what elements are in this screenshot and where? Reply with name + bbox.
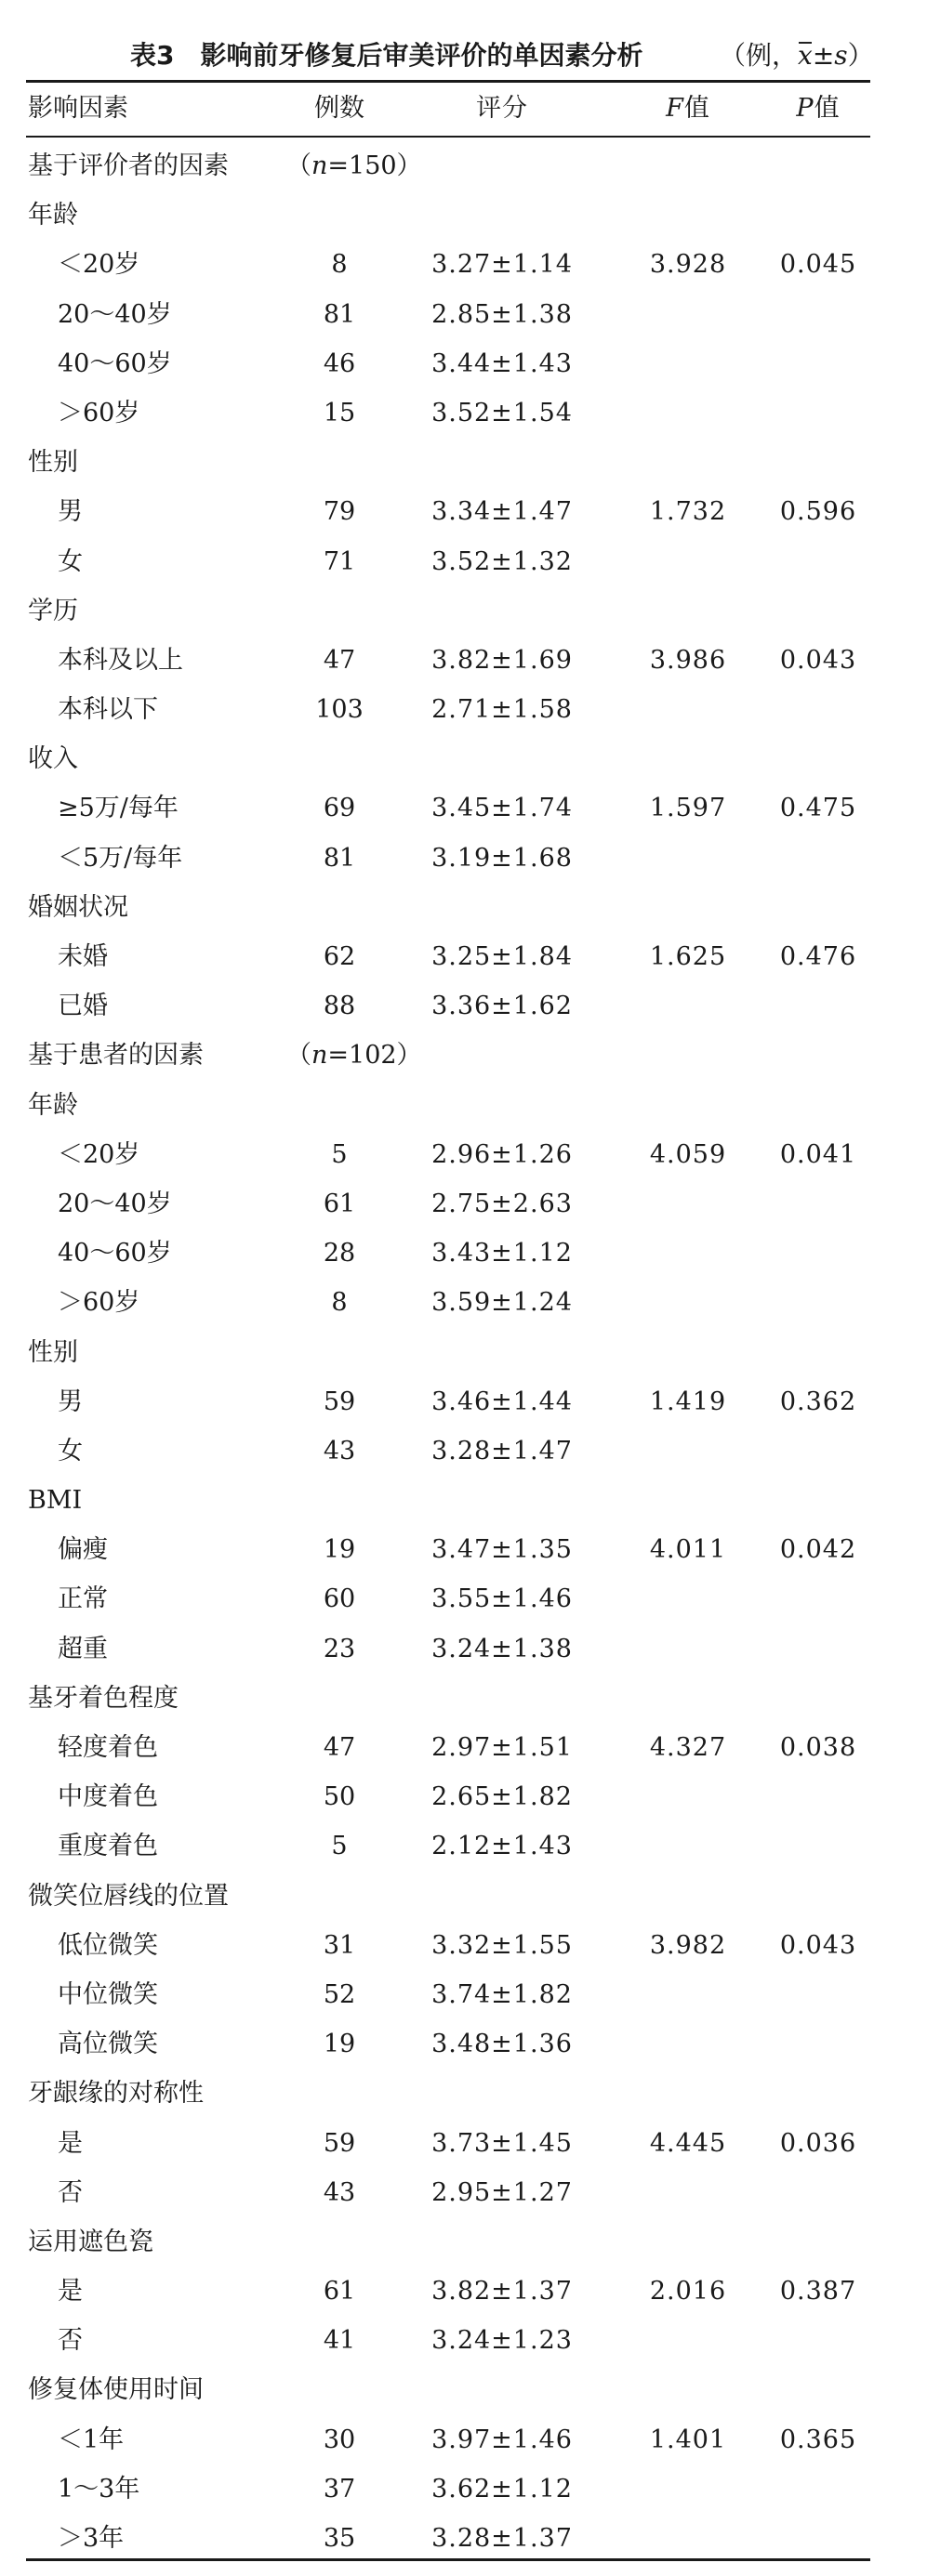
row-f-value: 1.419	[649, 1387, 727, 1416]
group-row	[0, 2217, 927, 2267]
header-p-symbol: P	[796, 94, 814, 123]
row-count: 59	[323, 2128, 356, 2158]
row-f-value	[632, 1278, 744, 1327]
row-f-value: 2.016	[649, 2277, 727, 2307]
row-factor-level: 20～40岁	[58, 299, 172, 329]
section-row	[0, 141, 927, 191]
table-row	[0, 1229, 927, 1278]
row-f-value: 4.011	[649, 1535, 727, 1565]
table-row	[0, 240, 927, 289]
row-f-value	[632, 290, 744, 339]
sample-size-note	[286, 141, 422, 191]
row-f-value: 1.597	[649, 794, 727, 823]
row-f-value: 4.445	[649, 2128, 727, 2158]
table-row	[0, 1921, 927, 1970]
row-p-value	[762, 1278, 874, 1327]
header-f-suffix: 值	[683, 94, 710, 123]
row-p-value: 0.043	[779, 1930, 857, 1960]
row-p-value	[762, 685, 874, 734]
row-count: 43	[323, 2177, 356, 2207]
row-factor-level: 否	[58, 2177, 83, 2207]
unit-plus-minus: ±	[812, 40, 835, 71]
row-score: 3.27±1.14	[431, 250, 573, 280]
row-factor-level: 本科及以上	[58, 645, 183, 675]
table-body	[0, 141, 927, 2563]
row-count: 69	[323, 794, 356, 823]
group-row	[0, 1674, 927, 1723]
row-p-value	[762, 2019, 874, 2069]
row-score: 3.45±1.74	[431, 794, 573, 823]
table-row	[0, 1772, 927, 1821]
row-count: 88	[323, 992, 356, 1021]
row-f-value	[632, 388, 744, 438]
row-f-value	[632, 2316, 744, 2365]
row-score: 3.43±1.12	[431, 1239, 573, 1268]
row-factor-level: ≥5万/每年	[58, 794, 179, 823]
row-count: 52	[323, 1979, 356, 2009]
row-p-value	[762, 2316, 874, 2365]
row-factor-name: 性别	[28, 1337, 78, 1367]
row-factor-name: 年龄	[28, 201, 78, 230]
row-factor-name: 性别	[28, 448, 78, 478]
row-f-value: 1.625	[649, 942, 727, 971]
row-score: 2.71±1.58	[431, 695, 573, 725]
group-row	[0, 883, 927, 932]
row-score: 3.19±1.68	[431, 843, 573, 873]
row-score: 2.12±1.43	[431, 1832, 573, 1861]
row-score: 3.97±1.46	[431, 2425, 573, 2454]
row-count: 19	[323, 2030, 356, 2059]
row-f-value	[632, 685, 744, 734]
row-f-value	[632, 1574, 744, 1623]
table-row	[0, 2316, 927, 2365]
row-f-value	[632, 1772, 744, 1821]
group-row	[0, 2365, 927, 2414]
table-row	[0, 1377, 927, 1426]
table-row	[0, 834, 927, 883]
row-factor-level: ＜20岁	[58, 1139, 140, 1169]
row-count: 47	[323, 645, 356, 675]
table-row	[0, 388, 927, 438]
row-score: 3.82±1.37	[431, 2277, 573, 2307]
row-factor-name: BMI	[28, 1486, 83, 1516]
row-count: 103	[315, 695, 364, 725]
row-factor-name: 婚姻状况	[28, 892, 128, 922]
table-row	[0, 2119, 927, 2168]
row-f-value	[632, 339, 744, 388]
row-p-value	[762, 1426, 874, 1476]
note-var: n	[311, 151, 328, 180]
row-factor-name: 微笑位唇线的位置	[28, 1881, 229, 1911]
table-row	[0, 1821, 927, 1871]
row-score: 3.62±1.12	[431, 2474, 573, 2504]
row-factor-level: 中位微笑	[58, 1979, 158, 2009]
table-row	[0, 2514, 927, 2563]
section-row	[0, 1031, 927, 1080]
row-factor-name: 基牙着色程度	[28, 1683, 179, 1713]
row-score: 3.55±1.46	[431, 1584, 573, 1614]
header-f-value	[632, 88, 744, 129]
row-p-value	[762, 1970, 874, 2019]
row-factor-name: 年龄	[28, 1090, 78, 1120]
row-count: 19	[323, 1535, 356, 1565]
row-factor-level: ＞3年	[58, 2524, 125, 2553]
header-p-suffix: 值	[814, 94, 841, 123]
row-p-value	[762, 1624, 874, 1674]
row-score: 2.75±2.63	[431, 1189, 573, 1218]
row-factor-name: 运用遮色瓷	[28, 2227, 153, 2256]
row-count: 37	[323, 2474, 356, 2504]
row-score: 2.97±1.51	[431, 1733, 573, 1762]
table-bottom-rule	[26, 2558, 870, 2561]
row-score: 2.96±1.26	[431, 1139, 573, 1169]
row-score: 3.28±1.37	[431, 2524, 573, 2553]
header-score: 评分	[476, 94, 528, 123]
table-caption	[0, 35, 927, 82]
row-f-value	[632, 2168, 744, 2217]
row-factor-level: 否	[58, 2326, 83, 2356]
row-f-value	[632, 1229, 744, 1278]
row-score: 3.52±1.54	[431, 398, 573, 427]
row-factor-level: 已婚	[58, 992, 108, 1021]
table-row	[0, 2267, 927, 2316]
group-row	[0, 734, 927, 783]
row-count: 60	[323, 1584, 356, 1614]
row-score: 3.46±1.44	[431, 1387, 573, 1416]
row-factor-level: 女	[58, 1436, 83, 1465]
row-score: 3.82±1.69	[431, 645, 573, 675]
row-count: 59	[323, 1387, 356, 1416]
row-f-value	[632, 834, 744, 883]
row-f-value	[632, 2019, 744, 2069]
row-factor-name: 牙龈缘的对称性	[28, 2079, 204, 2109]
row-count: 43	[323, 1436, 356, 1465]
unit-mean-symbol: x	[798, 40, 813, 71]
row-f-value	[632, 2464, 744, 2514]
row-score: 3.24±1.38	[431, 1634, 573, 1663]
group-row	[0, 191, 927, 240]
table-header-rule	[26, 136, 870, 138]
table-row	[0, 290, 927, 339]
row-p-value: 0.476	[779, 942, 857, 971]
row-count: 41	[323, 2326, 356, 2356]
row-score: 2.65±1.82	[431, 1782, 573, 1812]
row-factor-level: 本科以下	[58, 695, 158, 725]
header-p-value	[762, 88, 874, 129]
row-score: 3.59±1.24	[431, 1288, 573, 1318]
row-factor-level: 是	[58, 2128, 83, 2158]
table-row	[0, 1179, 927, 1229]
table-row	[0, 2464, 927, 2514]
row-count: 61	[323, 1189, 356, 1218]
row-p-value	[762, 1229, 874, 1278]
row-count: 79	[323, 497, 356, 527]
row-factor-level: 正常	[58, 1584, 108, 1614]
row-score: 3.73±1.45	[431, 2128, 573, 2158]
table-row	[0, 1130, 927, 1179]
table-row	[0, 1426, 927, 1476]
row-f-value	[632, 1970, 744, 2019]
row-factor-level: 女	[58, 546, 83, 576]
row-p-value	[762, 981, 874, 1031]
row-factor-name: 基于评价者的因素	[28, 151, 229, 180]
row-p-value: 0.362	[779, 1387, 857, 1416]
row-p-value: 0.041	[779, 1139, 857, 1169]
table-row	[0, 1525, 927, 1574]
row-f-value: 3.986	[649, 645, 727, 675]
table-unit-note	[720, 35, 874, 72]
table-row	[0, 487, 927, 536]
row-factor-level: 高位微笑	[58, 2030, 158, 2059]
row-f-value	[632, 1179, 744, 1229]
row-score: 2.85±1.38	[431, 299, 573, 329]
row-count: 71	[323, 546, 356, 576]
row-count: 47	[323, 1733, 356, 1762]
group-row	[0, 1476, 927, 1525]
row-count: 50	[323, 1782, 356, 1812]
row-count: 23	[323, 1634, 356, 1663]
table-row	[0, 783, 927, 833]
row-factor-level: 低位微笑	[58, 1930, 158, 1960]
row-score: 3.47±1.35	[431, 1535, 573, 1565]
row-factor-level: 轻度着色	[58, 1733, 158, 1762]
row-count: 30	[323, 2425, 356, 2454]
table-row	[0, 1970, 927, 2019]
row-p-value	[762, 2168, 874, 2217]
group-row	[0, 438, 927, 487]
table-row	[0, 339, 927, 388]
header-f-symbol: F	[666, 94, 684, 123]
row-count: 28	[323, 1239, 356, 1268]
row-f-value	[632, 1821, 744, 1871]
row-f-value: 4.327	[649, 1733, 727, 1762]
row-score: 2.95±1.27	[431, 2177, 573, 2207]
row-factor-level: ＜20岁	[58, 250, 140, 280]
row-factor-level: 中度着色	[58, 1782, 158, 1812]
row-p-value	[762, 1179, 874, 1229]
row-count: 81	[323, 843, 356, 873]
row-factor-level: 偏瘦	[58, 1535, 108, 1565]
row-count: 62	[323, 942, 356, 971]
note-rest: =150）	[327, 151, 422, 180]
row-f-value	[632, 981, 744, 1031]
row-factor-name: 修复体使用时间	[28, 2375, 204, 2405]
sample-size-note	[286, 1031, 422, 1080]
note-open: （	[286, 151, 311, 180]
row-factor-level: 40～60岁	[58, 1239, 172, 1268]
table-row	[0, 1574, 927, 1623]
table-row	[0, 685, 927, 734]
unit-sd-symbol: s	[834, 40, 848, 71]
table-row	[0, 1278, 927, 1327]
table-row	[0, 981, 927, 1031]
row-score: 3.34±1.47	[431, 497, 573, 527]
row-factor-level: 1～3年	[58, 2474, 140, 2504]
table-row	[0, 932, 927, 981]
note-rest: =102）	[327, 1041, 422, 1071]
row-p-value	[762, 388, 874, 438]
row-count: 46	[323, 348, 356, 378]
row-score: 3.32±1.55	[431, 1930, 573, 1960]
unit-suffix: ）	[847, 40, 874, 71]
row-count: 31	[323, 1930, 356, 1960]
table-row	[0, 2019, 927, 2069]
row-factor-level: 重度着色	[58, 1832, 158, 1861]
row-factor-level: 男	[58, 1387, 83, 1416]
row-p-value	[762, 1772, 874, 1821]
row-p-value	[762, 834, 874, 883]
note-open: （	[286, 1041, 311, 1071]
row-factor-level: 40～60岁	[58, 348, 172, 378]
group-row	[0, 1081, 927, 1130]
row-p-value	[762, 1574, 874, 1623]
row-score: 3.24±1.23	[431, 2326, 573, 2356]
row-p-value	[762, 2514, 874, 2563]
table-title: 表3 影响前牙修复后审美评价的单因素分析	[130, 40, 643, 71]
row-p-value: 0.045	[779, 250, 857, 280]
row-factor-level: ＞60岁	[58, 1288, 140, 1318]
table-header-row	[0, 88, 927, 129]
row-p-value	[762, 339, 874, 388]
row-count: 61	[323, 2277, 356, 2307]
table-row	[0, 1723, 927, 1772]
row-f-value	[632, 537, 744, 586]
row-p-value	[762, 2464, 874, 2514]
row-factor-level: ＜5万/每年	[58, 843, 183, 873]
row-score: 3.28±1.47	[431, 1436, 573, 1465]
row-p-value: 0.042	[779, 1535, 857, 1565]
row-p-value: 0.036	[779, 2128, 857, 2158]
unit-prefix: （例，	[720, 40, 799, 71]
row-f-value	[632, 2514, 744, 2563]
row-p-value: 0.475	[779, 794, 857, 823]
row-p-value: 0.038	[779, 1733, 857, 1762]
row-factor-level: ＞60岁	[58, 398, 140, 427]
row-p-value: 0.043	[779, 645, 857, 675]
row-f-value: 3.982	[649, 1930, 727, 1960]
row-score: 3.48±1.36	[431, 2030, 573, 2059]
row-count: 5	[331, 1832, 348, 1861]
row-factor-level: 20～40岁	[58, 1189, 172, 1218]
table-row	[0, 2168, 927, 2217]
note-var: n	[311, 1041, 328, 1071]
row-factor-name: 学历	[28, 596, 78, 625]
row-factor-name: 收入	[28, 744, 78, 774]
row-p-value	[762, 537, 874, 586]
group-row	[0, 2069, 927, 2118]
header-count: 例数	[314, 94, 364, 123]
header-factor: 影响因素	[28, 94, 128, 123]
row-f-value	[632, 1624, 744, 1674]
row-factor-level: 男	[58, 497, 83, 527]
table-row	[0, 1624, 927, 1674]
group-row	[0, 1328, 927, 1377]
row-f-value: 4.059	[649, 1139, 727, 1169]
row-p-value: 0.365	[779, 2425, 857, 2454]
row-count: 5	[331, 1139, 348, 1169]
row-f-value: 1.401	[649, 2425, 727, 2454]
row-p-value	[762, 290, 874, 339]
row-count: 8	[331, 250, 348, 280]
row-factor-level: ＜1年	[58, 2425, 125, 2454]
row-score: 3.36±1.62	[431, 992, 573, 1021]
row-factor-name: 基于患者的因素	[28, 1041, 204, 1071]
table-row	[0, 2415, 927, 2464]
row-count: 8	[331, 1288, 348, 1318]
row-count: 35	[323, 2524, 356, 2553]
row-f-value: 1.732	[649, 497, 727, 527]
row-f-value	[632, 1426, 744, 1476]
row-count: 15	[323, 398, 356, 427]
row-p-value	[762, 1821, 874, 1871]
row-factor-level: 是	[58, 2277, 83, 2307]
table-top-rule	[26, 80, 870, 83]
row-score: 3.52±1.32	[431, 546, 573, 576]
row-f-value: 3.928	[649, 250, 727, 280]
table-row	[0, 537, 927, 586]
row-score: 3.25±1.84	[431, 942, 573, 971]
row-factor-level: 未婚	[58, 942, 108, 971]
row-p-value: 0.387	[779, 2277, 857, 2307]
group-row	[0, 586, 927, 636]
table-row	[0, 636, 927, 685]
group-row	[0, 1872, 927, 1921]
row-score: 3.44±1.43	[431, 348, 573, 378]
row-score: 3.74±1.82	[431, 1979, 573, 2009]
row-p-value: 0.596	[779, 497, 857, 527]
row-count: 81	[323, 299, 356, 329]
row-factor-level: 超重	[58, 1634, 108, 1663]
